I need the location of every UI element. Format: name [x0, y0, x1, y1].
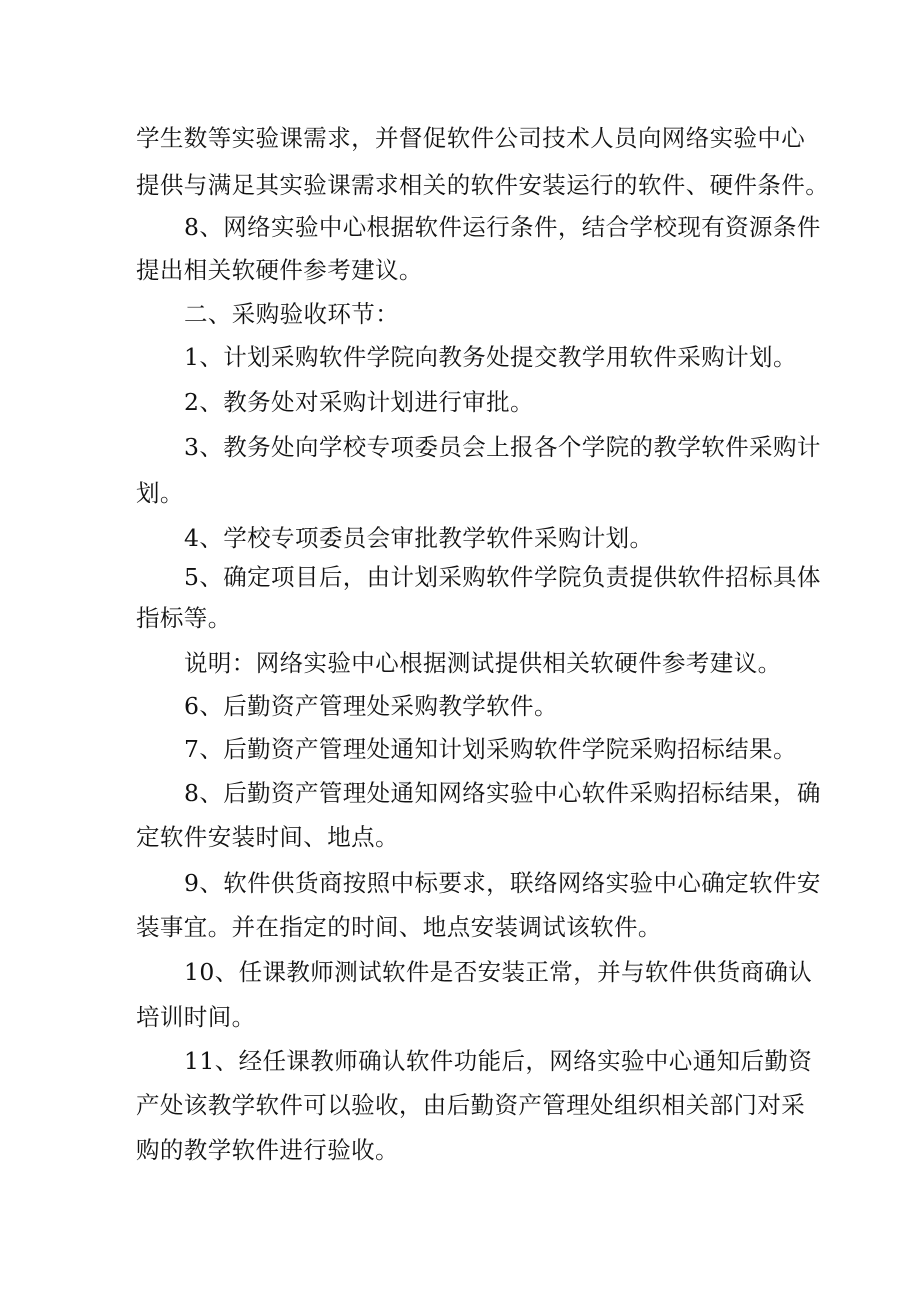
text-line: 划。 [136, 479, 184, 507]
text-line: 6、后勤资产管理处采购教学软件。 [184, 692, 558, 720]
text-line: 装事宜。并在指定的时间、地点安装调试该软件。 [136, 913, 662, 941]
text-line: 提供与满足其实验课需求相关的软件安装运行的软件、硬件条件。 [136, 171, 830, 199]
text-line: 2、教务处对采购计划进行审批。 [184, 388, 534, 416]
text-line: 1、计划采购软件学院向教务处提交教学用软件采购计划。 [184, 343, 797, 371]
text-line: 指标等。 [136, 604, 232, 632]
text-line: 10、任课教师测试软件是否安装正常，并与软件供货商确认 [184, 958, 813, 986]
text-line: 7、后勤资产管理处通知计划采购软件学院采购招标结果。 [184, 735, 797, 763]
text-line: 培训时间。 [136, 1003, 256, 1031]
text-line: 学生数等实验课需求，并督促软件公司技术人员向网络实验中心 [136, 124, 806, 152]
text-line: 产处该教学软件可以验收，由后勤资产管理处组织相关部门对采 [136, 1091, 806, 1119]
note-line: 说明：网络实验中心根据测试提供相关软硬件参考建议。 [184, 649, 782, 677]
section-heading: 二、采购验收环节： [184, 300, 400, 328]
text-line: 提出相关软硬件参考建议。 [136, 256, 423, 284]
text-line: 8、后勤资产管理处通知网络实验中心软件采购招标结果，确 [184, 779, 821, 807]
text-line: 9、软件供货商按照中标要求，联络网络实验中心确定软件安 [184, 869, 821, 897]
text-line: 购的教学软件进行验收。 [136, 1136, 399, 1164]
text-line: 5、确定项目后，由计划采购软件学院负责提供软件招标具体 [184, 563, 821, 591]
text-line: 4、学校专项委员会审批教学软件采购计划。 [184, 524, 654, 552]
text-line: 3、教务处向学校专项委员会上报各个学院的教学软件采购计 [184, 433, 821, 461]
text-line: 8、网络实验中心根据软件运行条件，结合学校现有资源条件 [184, 213, 821, 241]
text-line: 定软件安装时间、地点。 [136, 823, 399, 851]
text-line: 11、经任课教师确认软件功能后，网络实验中心通知后勤资 [184, 1047, 813, 1075]
